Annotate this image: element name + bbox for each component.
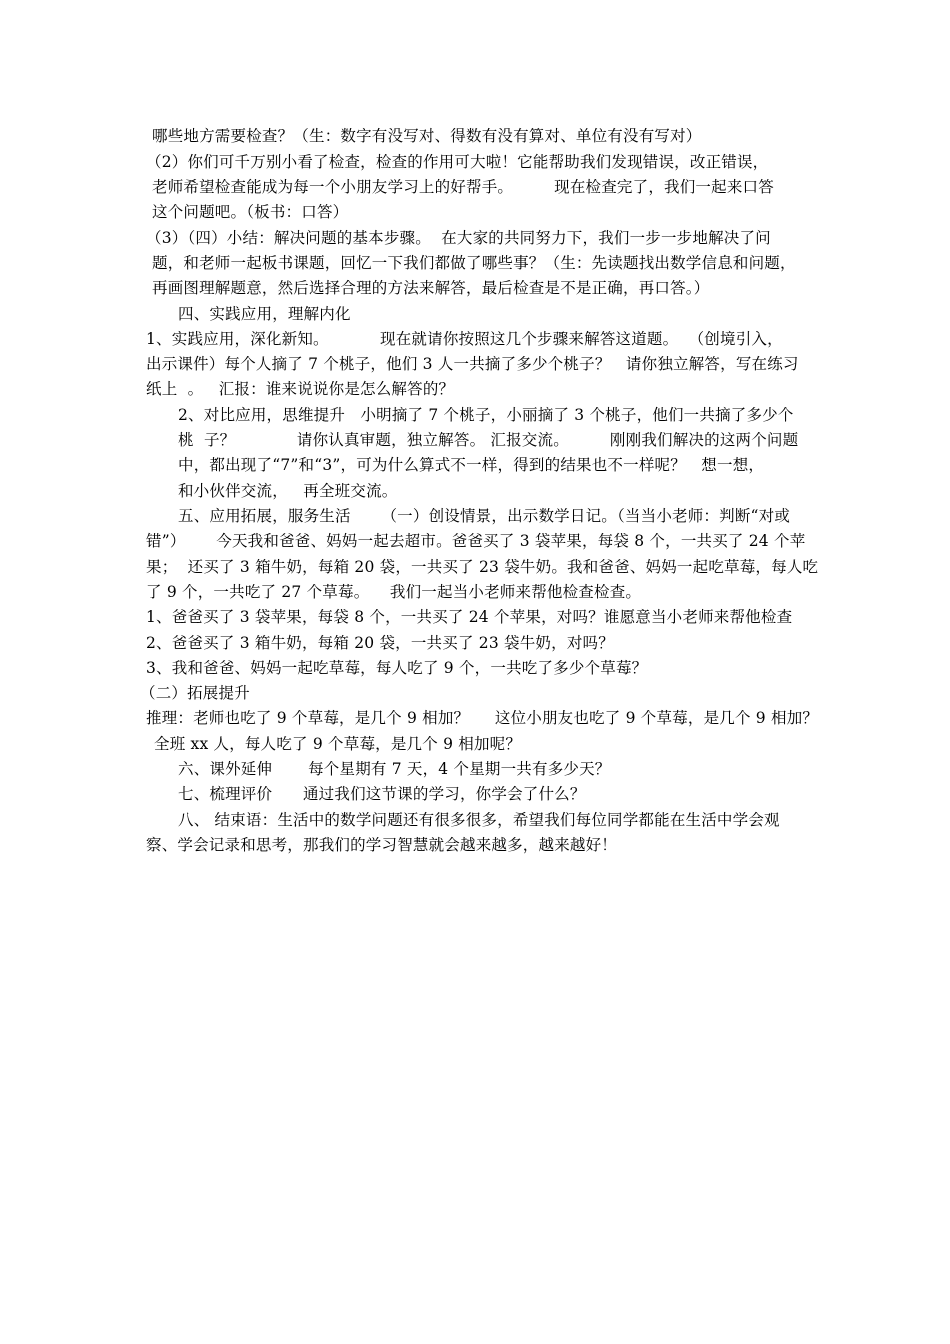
text-line: 中，都出现了“7”和“3”，可为什么算式不一样，得到的结果也不一样呢？ 想一想， [178, 456, 765, 474]
text-line: 哪些地方需要检查？（生：数字有没写对、得数有没有算对、单位有没有写对） [152, 127, 702, 145]
text-line: 和小伙伴交流， 再全班交流。 [178, 482, 398, 500]
section-heading: 四、实践应用，理解内化 [178, 305, 351, 323]
text-line: 2、对比应用，思维提升 小明摘了 7 个桃子，小丽摘了 3 个桃子，他们一共摘了多少个 [178, 406, 794, 424]
text-line: 桃 子？ 请你认真审题，独立解答。 汇报交流。 刚刚我们解决的这两个问题 [178, 431, 799, 449]
text-line: 纸上 。 汇报：谁来说说你是怎么解答的？ [146, 380, 455, 398]
section-heading: 八、 结束语：生活中的数学问题还有很多很多，希望我们每位同学都能在生活中学会观 [178, 811, 780, 829]
section-heading: 六、课外延伸 每个星期有 7 天，4 个星期一共有多少天？ [178, 760, 611, 778]
section-heading: 七、梳理评价 通过我们这节课的学习，你学会了什么？ [178, 785, 586, 803]
text-line: 1、实践应用，深化新知。 现在就请你按照这几个步骤来解答这道题。 （创境引入， [146, 330, 783, 348]
text-line: （3）（四）小结：解决问题的基本步骤。 在大家的共同努力下，我们一步一步地解决了问 [146, 229, 771, 247]
text-line: （二）拓展提升 [140, 684, 250, 702]
text-line: 题，和老师一起板书课题，回忆一下我们都做了哪些事？（生：先读题找出数学信息和问题， [152, 254, 796, 272]
text-line: 错”） 今天我和爸爸、妈妈一起去超市。爸爸买了 3 袋苹果，每袋 8 个，一共买了 24 个苹 [146, 532, 806, 550]
text-line: 出示课件）每个人摘了 7 个桃子，他们 3 人一共摘了多少个桃子？ 请你独立解答，写在练习 [146, 355, 799, 373]
text-line: 了 9 个，一共吃了 27 个草莓。 我们一起当小老师来帮他检查检查。 [146, 583, 642, 601]
text-line: 推理：老师也吃了 9 个草莓，是几个 9 相加？ 这位小朋友也吃了 9 个草莓，是几个 9 相加？ [146, 709, 819, 727]
text-line: 老师希望检查能成为每一个小朋友学习上的好帮手。 现在检查完了，我们一起来口答 [152, 178, 774, 196]
text-line: 果； 还买了 3 箱牛奶，每箱 20 袋，一共买了 23 袋牛奶。我和爸爸、妈妈一起吃草莓，每人吃 [146, 558, 819, 576]
text-line: 再画图理解题意，然后选择合理的方法来解答，最后检查是不是正确，再口答。） [152, 279, 710, 297]
text-line: 察、学会记录和思考，那我们的学习智慧就会越来越多，越来越好！ [146, 836, 618, 854]
text-line: 这个问题吧。（板书：口答） [152, 203, 349, 221]
text-line: （2）你们可千万别小看了检查，检查的作用可大啦！它能帮助我们发现错误，改正错误， [146, 153, 769, 171]
text-line: 全班 xx 人，每人吃了 9 个草莓，是几个 9 相加呢？ [154, 735, 522, 753]
text-line: 2、爸爸买了 3 箱牛奶，每箱 20 袋，一共买了 23 袋牛奶，对吗？ [146, 634, 614, 652]
text-line: 3、我和爸爸、妈妈一起吃草莓，每人吃了 9 个，一共吃了多少个草莓？ [146, 659, 648, 677]
text-line: 1、爸爸买了 3 袋苹果，每袋 8 个，一共买了 24 个苹果，对吗？谁愿意当小老师来帮他检查 [146, 608, 793, 626]
section-heading: 五、应用拓展，服务生活 （一）创设情景，出示数学日记。（当当小老师：判断“对或 [178, 507, 791, 525]
